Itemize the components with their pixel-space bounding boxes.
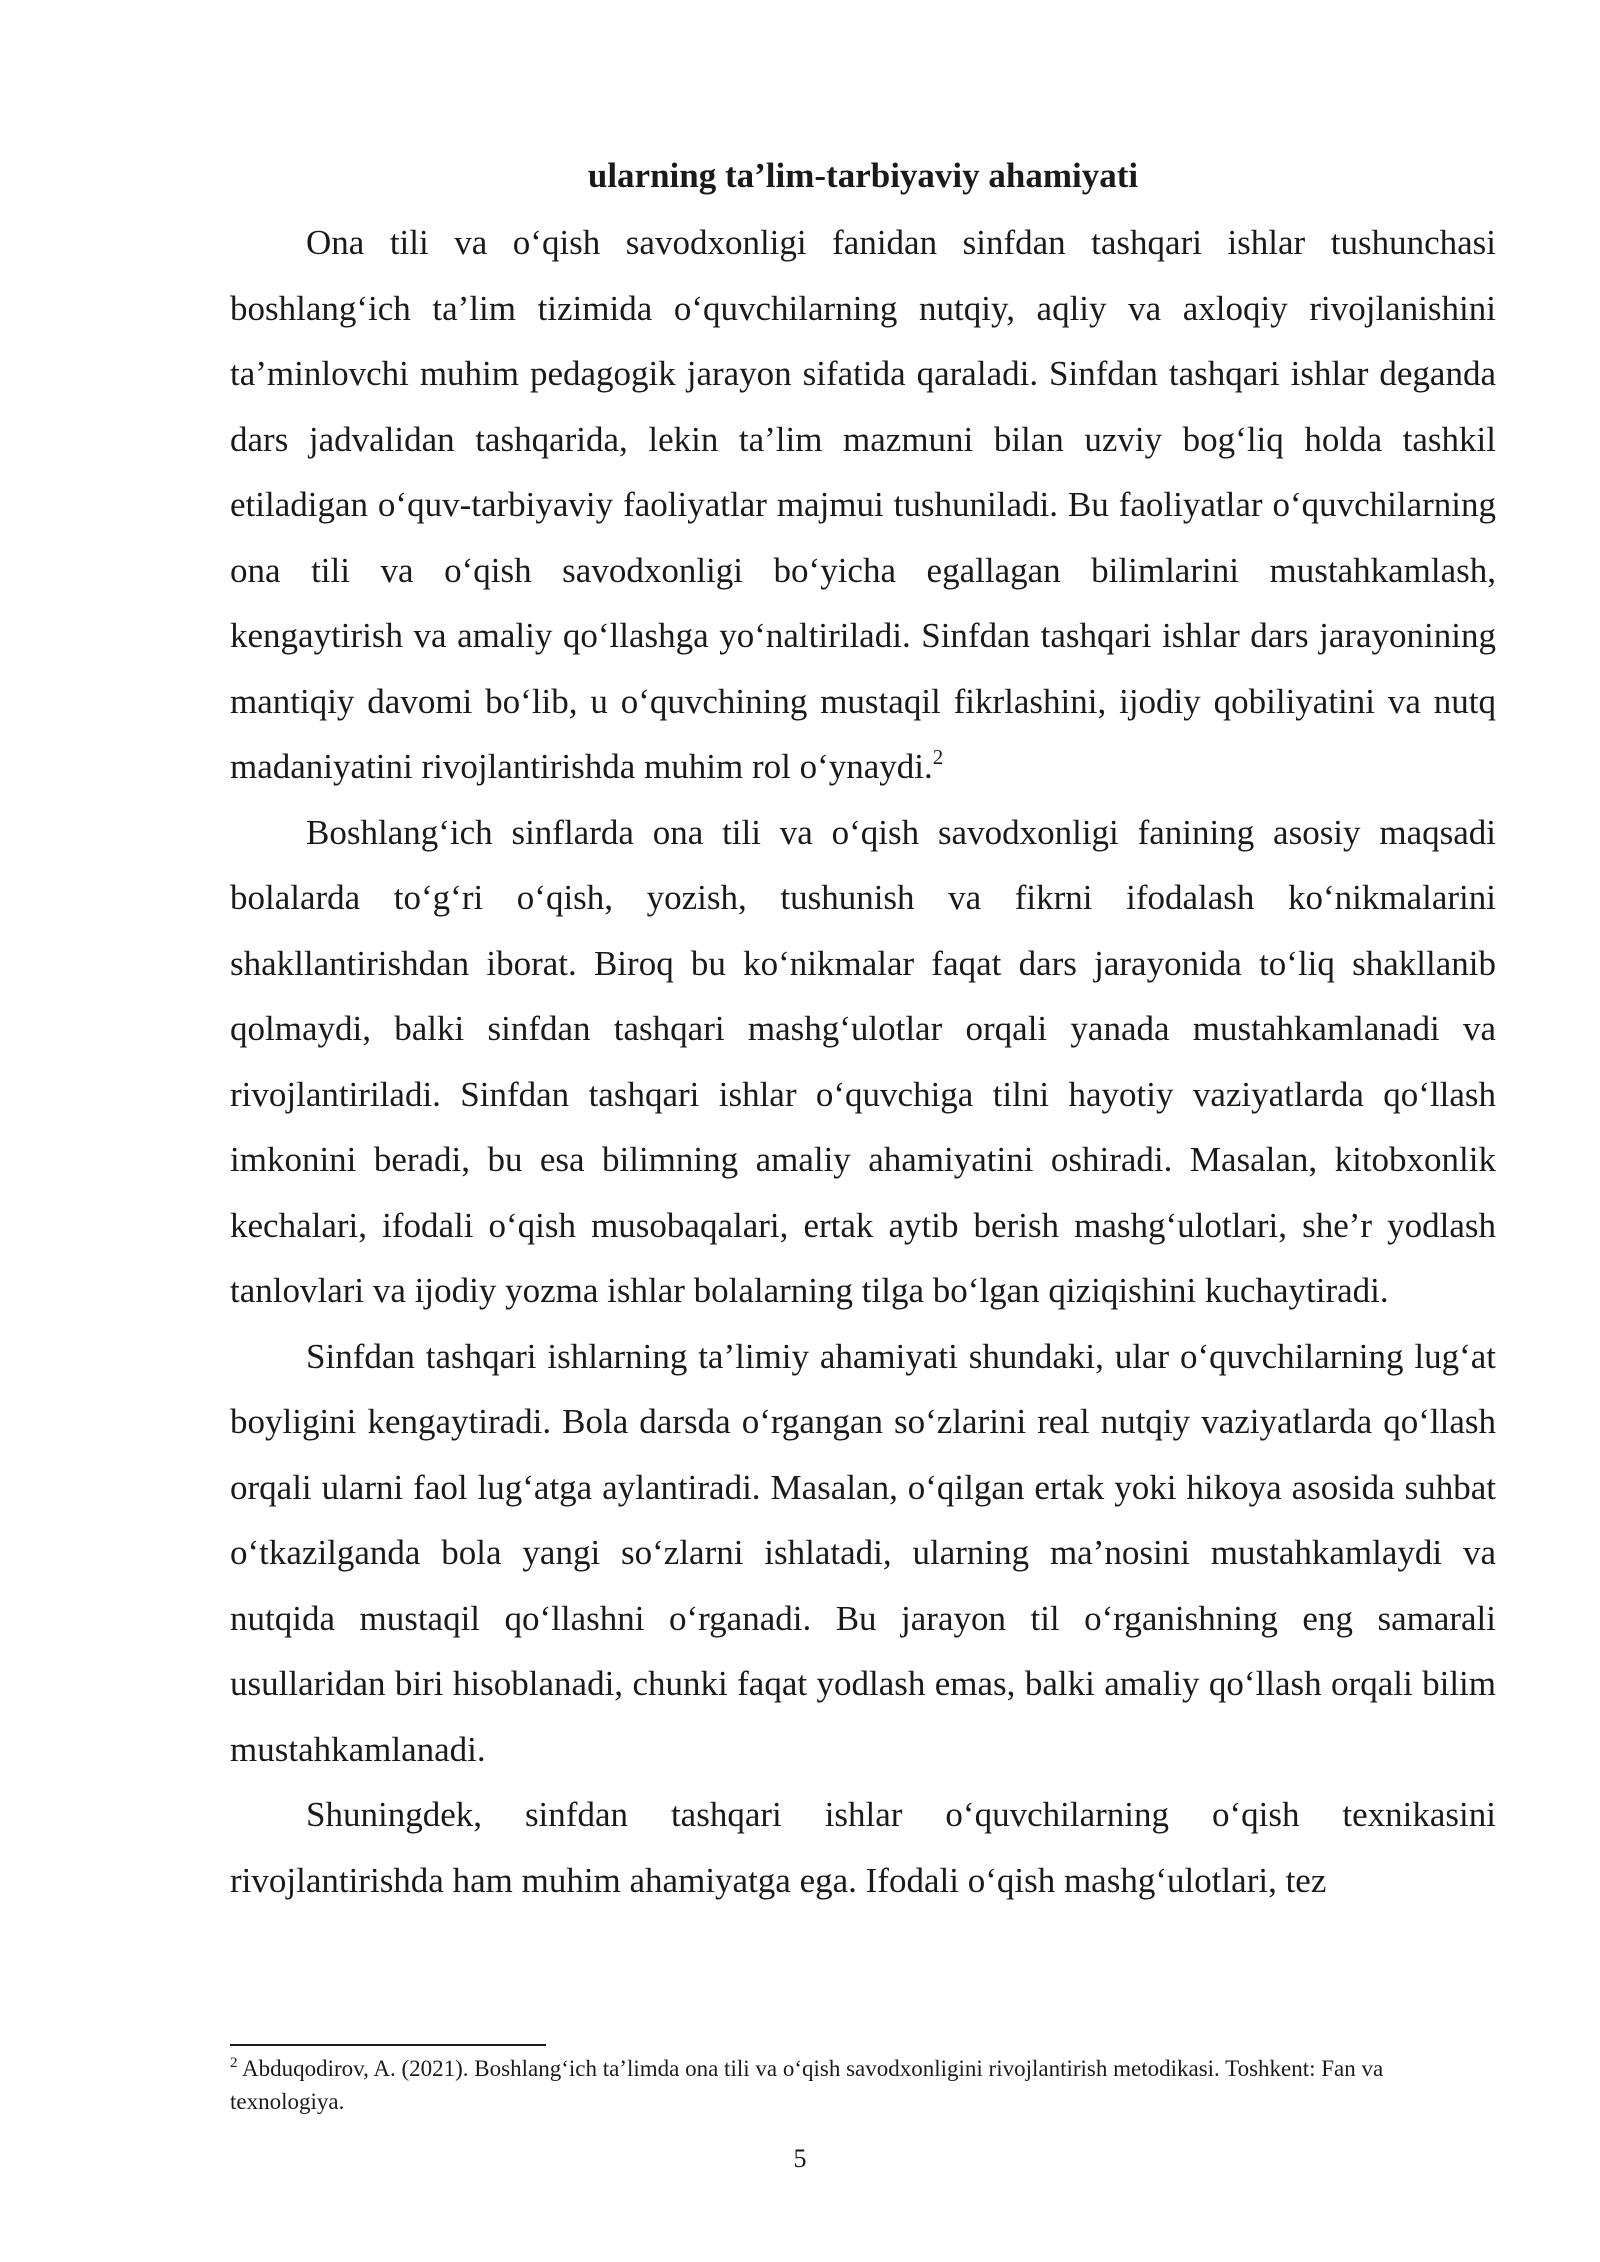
paragraph-1: [230, 210, 1496, 800]
section-heading: ularning ta’lim-tarbiyaviy ahamiyati: [587, 156, 1139, 195]
footnote: [230, 2052, 1496, 2118]
footnote-reference[interactable]: 2: [932, 745, 944, 769]
paragraph-2: Boshlang‘ich sinflarda ona tili va o‘qish savodxonligi fanining asosiy maqsadi bolalarda to‘g‘ri o‘qish, yozish, tushunish va fikrni ifodalash ko‘nikmalarini shakllantirishdan iborat. Biroq bu ko‘nikmalar faqat dars jarayonida to‘liq shakllanib qolmaydi, balki sinfdan tashqari mashg‘ulotlar orqali yanada mustahkamlanadi va rivojlantiriladi. Sinfdan tashqari ishlar o‘quvchiga tilni hayotiy vaziyatlarda qo‘llash imkonini beradi, bu esa bilimning amaliy ahamiyatini oshiradi. Masalan, kitobxonlik kechalari, ifodali o‘qish musobaqalari, ertak aytib berish mashg‘ulotlari, she’r yodlash tanlovlari va ijodiy yozma ishlar bolalarning tilga bo‘lgan qiziqishini kuchaytiradi.: [230, 812, 1496, 1310]
paragraph-4: Shuningdek, sinfdan tashqari ishlar o‘quvchilarning o‘qish texnikasini rivojlantirishda ham muhim ahamiyatga ega. Ifodali o‘qish mashg‘ulotlari, tez: [230, 1795, 1496, 1900]
footnote-text: Abduqodirov, A. (2021). Boshlang‘ich ta’limda ona tili va o‘qish savodxonligini rivojlantirish metodikasi. Toshkent: Fan va texnologiya.: [230, 2056, 1384, 2114]
page-number: 5: [793, 2144, 807, 2173]
paragraph-3: Sinfdan tashqari ishlarning ta’limiy ahamiyati shundaki, ular o‘quvchilarning lug‘at boyligini kengaytiradi. Bola darsda o‘rgangan so‘zlarini real nutqiy vaziyatlarda qo‘llash orqali ularni faol lug‘atga aylantiradi. Masalan, o‘qilgan ertak yoki hikoya asosida suhbat o‘tkazilganda bola yangi so‘zlarni ishlatadi, ularning ma’nosini mustahkamlaydi va nutqida mustaqil qo‘llashni o‘rganadi. Bu jarayon til o‘rganishning eng samarali usullaridan biri hisoblanadi, chunki faqat yodlash emas, balki amaliy qo‘llash orqali bilim mustahkamlanadi.: [230, 1336, 1496, 1769]
footnote-separator: [230, 2044, 546, 2046]
footnote-marker: 2: [230, 2055, 238, 2071]
paragraph-1-text: Ona tili va o‘qish savodxonligi fanidan sinfdan tashqari ishlar tushunchasi boshlang‘ich ta’lim tizimida o‘quvchilarning nutqiy, aqliy va axloqiy rivojlanishini ta’minlovchi muhim pedagogik jarayon sifatida qaraladi. Sinfdan tashqari ishlar deganda dars jadvalidan tashqarida, lekin ta’lim mazmuni bilan uzviy bog‘liq holda tashkil etiladigan o‘quv-tarbiyaviy faoliyatlar majmui tushuniladi. Bu faoliyatlar o‘quvchilarning ona tili va o‘qish savodxonligi bo‘yicha egallagan bilimlarini mustahkamlash, kengaytirish va amaliy qo‘llashga yo‘naltiriladi. Sinfdan tashqari ishlar dars jarayonining mantiqiy davomi bo‘lib, u o‘quvchining mustaqil fikrlashini, ijodiy qobiliyatini va nutq madaniyatini rivojlantirishda muhim rol o‘ynaydi.: [230, 223, 1496, 786]
page-body: [230, 150, 1496, 1913]
